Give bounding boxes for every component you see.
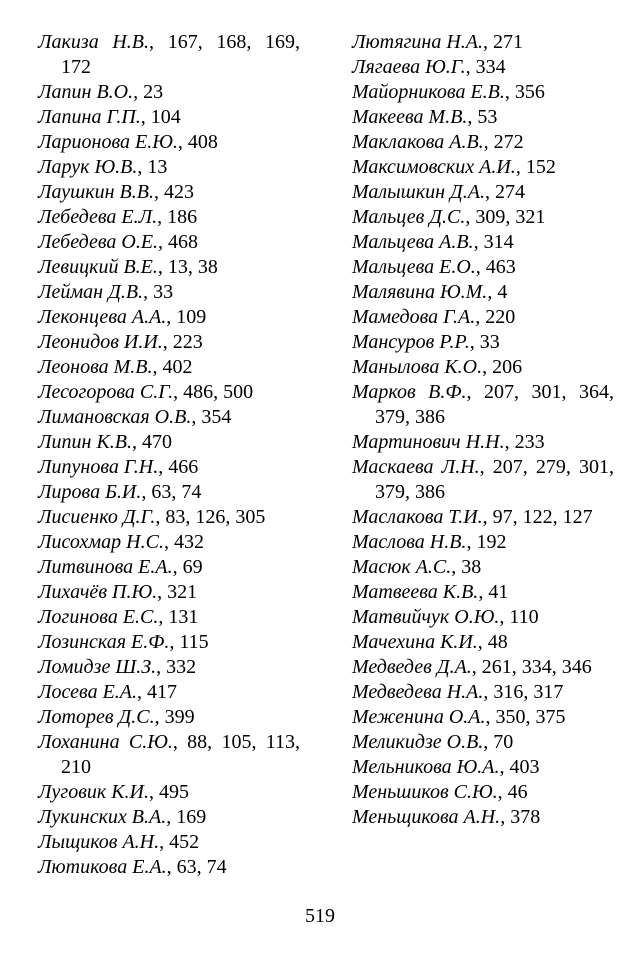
index-entry xyxy=(38,155,300,180)
author-name: Манылова К.О. xyxy=(352,356,483,378)
author-name: Лимановская О.В. xyxy=(38,406,192,428)
page-references: , 309, 321 xyxy=(465,206,546,228)
author-name: Липин К.В. xyxy=(38,431,132,453)
index-entry xyxy=(352,530,614,555)
author-name: Максимовских А.И. xyxy=(352,156,516,178)
author-name: Мальцева А.В. xyxy=(352,231,474,253)
index-entry xyxy=(352,755,614,780)
index-entry xyxy=(38,705,300,730)
author-name: Майорникова Е.В. xyxy=(352,81,505,103)
author-name: Матвеева К.В. xyxy=(352,581,479,603)
page-references: , 356 xyxy=(504,81,545,103)
index-entry xyxy=(352,430,614,455)
index-entry xyxy=(38,255,300,280)
author-name: Луговик К.И. xyxy=(38,781,149,803)
page-references: , 463 xyxy=(475,256,516,278)
page-references: , 97, 122, 127 xyxy=(482,506,593,528)
author-name: Леконцева А.А. xyxy=(38,306,167,328)
page-references: , 220 xyxy=(475,306,516,328)
author-name: Лисиенко Д.Г. xyxy=(38,506,156,528)
author-name: Лоторев Д.С. xyxy=(38,706,155,728)
index-column-right xyxy=(352,30,614,830)
author-name: Меликидзе О.В. xyxy=(352,731,484,753)
author-name: Лютягина Н.А. xyxy=(352,31,484,53)
page-references: , 321 xyxy=(157,581,198,603)
author-name: Лирова Б.И. xyxy=(38,481,142,503)
author-name: Лебедева О.Е. xyxy=(38,231,159,253)
page-references: , 33 xyxy=(469,331,500,353)
page-references: , 46 xyxy=(497,781,528,803)
page-references: , 470 xyxy=(131,431,172,453)
page-references: , 334 xyxy=(465,56,506,78)
index-entry xyxy=(352,155,614,180)
index-entry xyxy=(352,380,614,430)
author-name: Мартинович Н.Н. xyxy=(352,431,505,453)
index-entry xyxy=(352,80,614,105)
index-entry xyxy=(38,455,300,480)
page-references: , 354 xyxy=(191,406,232,428)
page-references: , 408 xyxy=(177,131,218,153)
index-entry xyxy=(352,630,614,655)
index-entry xyxy=(38,655,300,680)
author-name: Лосева Е.А. xyxy=(38,681,138,703)
index-entry xyxy=(352,580,614,605)
index-entry xyxy=(38,355,300,380)
page-references: , 233 xyxy=(504,431,545,453)
page-references: , 13 xyxy=(137,156,168,178)
index-entry xyxy=(38,480,300,505)
index-entry xyxy=(352,705,614,730)
index-entry xyxy=(38,80,300,105)
author-name: Медведев Д.А. xyxy=(352,656,472,678)
page-references: , 33 xyxy=(143,281,174,303)
page-references: , 314 xyxy=(473,231,514,253)
index-entry xyxy=(38,580,300,605)
index-entry xyxy=(352,680,614,705)
author-name: Мансуров Р.Р. xyxy=(352,331,470,353)
index-entry xyxy=(352,180,614,205)
author-name: Лейман Д.В. xyxy=(38,281,144,303)
page-references: , 466 xyxy=(158,456,199,478)
index-entry xyxy=(38,230,300,255)
author-name: Меньщикова А.Н. xyxy=(352,806,501,828)
author-name: Лоханина С.Ю. xyxy=(38,731,173,753)
page-references: , 207, 301, 364, 379, 386 xyxy=(375,381,615,428)
author-name: Лапина Г.П. xyxy=(38,106,141,128)
author-name: Маслакова Т.И. xyxy=(352,506,483,528)
page-references: , 88, 105, 113, 210 xyxy=(61,731,300,778)
author-name: Лютикова Е.А. xyxy=(38,856,167,878)
index-entry xyxy=(352,655,614,680)
author-name: Мальцева Е.О. xyxy=(352,256,476,278)
index-entry xyxy=(38,205,300,230)
page-references: , 206 xyxy=(482,356,523,378)
page-references: , 110 xyxy=(499,606,539,628)
page-references: , 272 xyxy=(483,131,524,153)
author-name: Макеева М.В. xyxy=(352,106,468,128)
index-entry xyxy=(38,680,300,705)
author-name: Меньшиков С.Ю. xyxy=(352,781,498,803)
index-entry xyxy=(352,505,614,530)
page-references: , 152 xyxy=(515,156,556,178)
page-references: , 316, 317 xyxy=(483,681,564,703)
index-entry xyxy=(352,130,614,155)
index-entry xyxy=(352,205,614,230)
page-references: , 131 xyxy=(158,606,199,628)
page-references: , 41 xyxy=(478,581,509,603)
page-references: , 63, 74 xyxy=(141,481,202,503)
page-references: , 13, 38 xyxy=(157,256,218,278)
page-references: , 332 xyxy=(156,656,197,678)
author-name: Лапин В.О. xyxy=(38,81,134,103)
page-references: , 350, 375 xyxy=(485,706,566,728)
author-name: Мачехина К.И. xyxy=(352,631,478,653)
index-entry xyxy=(38,630,300,655)
author-name: Лихачёв П.Ю. xyxy=(38,581,158,603)
page-references: , 186 xyxy=(157,206,198,228)
author-name: Лебедева Е.Л. xyxy=(38,206,158,228)
index-entry xyxy=(352,805,614,830)
author-name: Литвинова Е.А. xyxy=(38,556,173,578)
page-number: 519 xyxy=(305,905,335,927)
index-entry xyxy=(38,780,300,805)
author-name: Лукинских В.А. xyxy=(38,806,167,828)
page-references: , 423 xyxy=(153,181,194,203)
index-entry xyxy=(352,605,614,630)
page-references: , 468 xyxy=(158,231,199,253)
author-name: Левицкий В.Е. xyxy=(38,256,158,278)
page-references: , 109 xyxy=(166,306,207,328)
author-name: Маклакова А.В. xyxy=(352,131,484,153)
page-references: , 207, 279, 301, 379, 386 xyxy=(375,456,614,503)
author-name: Медведева Н.А. xyxy=(352,681,484,703)
index-entry xyxy=(38,430,300,455)
author-name: Лыщиков А.Н. xyxy=(38,831,160,853)
author-name: Меженина О.А. xyxy=(352,706,486,728)
page-references: , 48 xyxy=(477,631,508,653)
index-entry xyxy=(38,555,300,580)
page-references: , 53 xyxy=(467,106,498,128)
page-references: , 23 xyxy=(133,81,164,103)
author-name: Ларук Ю.В. xyxy=(38,156,138,178)
author-name: Маслова Н.В. xyxy=(352,531,467,553)
index-entry xyxy=(352,555,614,580)
author-name: Лесогорова С.Г. xyxy=(38,381,174,403)
page-references: , 432 xyxy=(163,531,204,553)
index-entry xyxy=(352,30,614,55)
author-name: Лаушкин В.В. xyxy=(38,181,154,203)
page-references: , 83, 126, 305 xyxy=(155,506,266,528)
page-references: , 169 xyxy=(166,806,207,828)
index-entry xyxy=(38,855,300,880)
index-entry xyxy=(38,730,300,780)
author-name: Логинова Е.С. xyxy=(38,606,159,628)
index-entry xyxy=(38,180,300,205)
index-entry xyxy=(352,255,614,280)
author-name: Ломидзе Ш.З. xyxy=(38,656,157,678)
author-name: Мельникова Ю.А. xyxy=(352,756,500,778)
index-entry xyxy=(38,405,300,430)
index-entry xyxy=(352,455,614,505)
page-references: , 104 xyxy=(140,106,181,128)
page-references: , 495 xyxy=(149,781,189,803)
author-name: Малышкин Д.А. xyxy=(352,181,485,203)
index-entry xyxy=(38,805,300,830)
index-entry xyxy=(352,330,614,355)
page-references: , 63, 74 xyxy=(166,856,227,878)
index-entry xyxy=(38,105,300,130)
page-references: , 70 xyxy=(483,731,514,753)
author-name: Леонидов И.И. xyxy=(38,331,163,353)
index-entry xyxy=(38,505,300,530)
author-name: Маскаева Л.Н. xyxy=(352,456,480,478)
author-name: Лисохмар Н.С. xyxy=(38,531,164,553)
author-name: Лакиза Н.В. xyxy=(38,31,150,53)
index-entry xyxy=(352,730,614,755)
author-name: Лозинская Е.Ф. xyxy=(38,631,170,653)
page-references: , 452 xyxy=(159,831,200,853)
index-entry xyxy=(352,355,614,380)
index-entry xyxy=(38,830,300,855)
author-name: Матвийчук О.Ю. xyxy=(352,606,500,628)
author-name: Леонова М.В. xyxy=(38,356,153,378)
index-entry xyxy=(38,130,300,155)
index-entry xyxy=(352,230,614,255)
page-references: , 115 xyxy=(169,631,209,653)
index-entry xyxy=(352,105,614,130)
index-entry xyxy=(38,305,300,330)
page-references: , 417 xyxy=(137,681,178,703)
page-references: , 167, 168, 169, 172 xyxy=(61,31,300,78)
author-name: Малявина Ю.М. xyxy=(352,281,488,303)
page-references: , 261, 334, 346 xyxy=(471,656,592,678)
page-references: , 274 xyxy=(484,181,525,203)
page-references: , 271 xyxy=(483,31,524,53)
page-references: , 399 xyxy=(154,706,195,728)
page-references: , 223 xyxy=(162,331,203,353)
index-entry xyxy=(38,605,300,630)
index-entry xyxy=(352,280,614,305)
page-references: , 378 xyxy=(500,806,541,828)
page-references: , 4 xyxy=(487,281,508,303)
author-name: Мальцев Д.С. xyxy=(352,206,466,228)
index-entry xyxy=(38,530,300,555)
index-column-left xyxy=(38,30,300,880)
index-entry xyxy=(38,280,300,305)
page-references: , 486, 500 xyxy=(173,381,254,403)
author-name: Масюк А.С. xyxy=(352,556,452,578)
index-entry xyxy=(352,55,614,80)
index-entry xyxy=(38,330,300,355)
index-entry xyxy=(352,780,614,805)
page-references: , 403 xyxy=(499,756,540,778)
author-name: Лягаева Ю.Г. xyxy=(352,56,466,78)
page-references: , 192 xyxy=(466,531,507,553)
index-entry xyxy=(352,305,614,330)
page-references: , 38 xyxy=(451,556,482,578)
author-name: Липунова Г.Н. xyxy=(38,456,159,478)
author-name: Мамедова Г.А. xyxy=(352,306,476,328)
index-entry xyxy=(38,380,300,405)
page-references: , 402 xyxy=(152,356,193,378)
author-name: Ларионова Е.Ю. xyxy=(38,131,178,153)
index-entry xyxy=(38,30,300,80)
author-name: Марков В.Ф. xyxy=(352,381,467,403)
page-references: , 69 xyxy=(172,556,203,578)
